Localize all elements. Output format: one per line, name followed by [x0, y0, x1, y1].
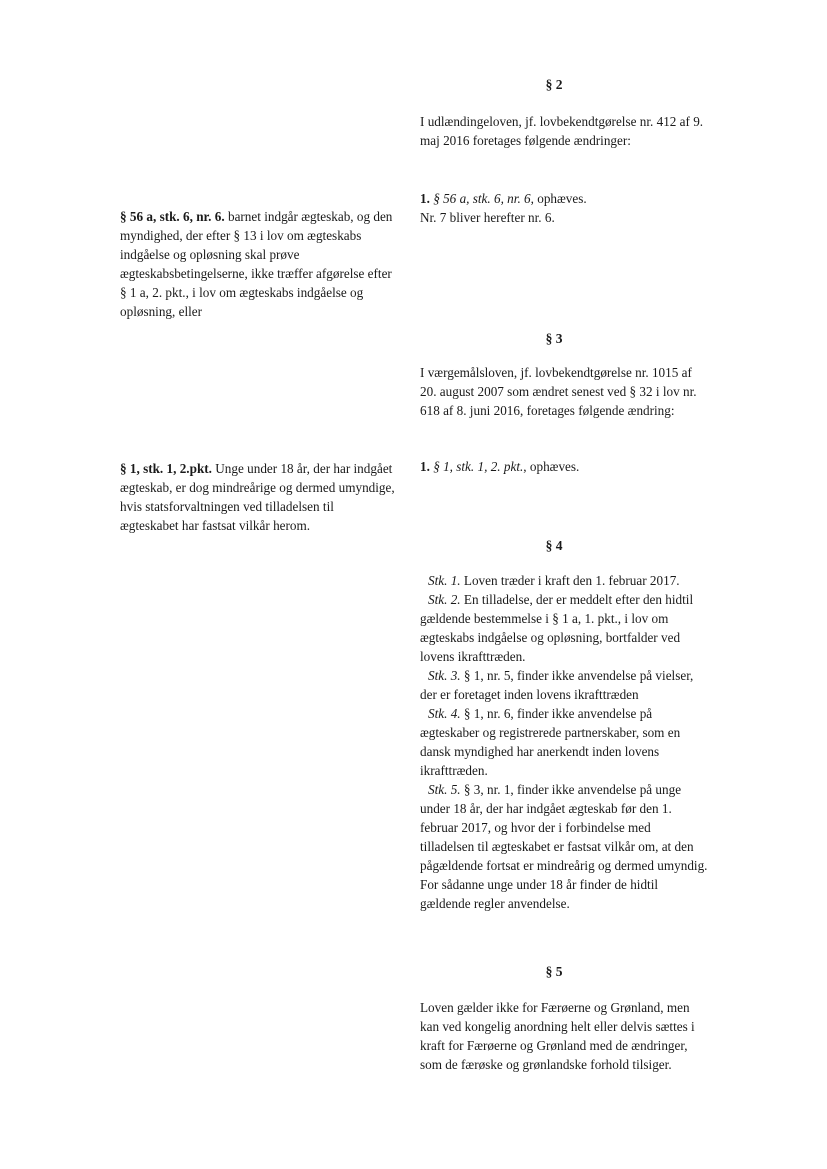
- section-4-stk-3: [420, 666, 708, 704]
- left-note-56a: [120, 207, 395, 321]
- section-4-stk-1: [420, 571, 708, 590]
- stk-text: Loven træder i kraft den 1. februar 2017.: [460, 573, 680, 588]
- section-3-intro: [420, 363, 705, 420]
- section-2-item-1: [420, 189, 710, 227]
- item-number: 1.: [420, 459, 430, 474]
- item-reference: § 1, stk. 1, 2. pkt.: [433, 459, 524, 474]
- stk-label: Stk. 3.: [428, 668, 461, 683]
- stk-label: Stk. 4.: [428, 706, 461, 721]
- left-note-1-stk1-body: Unge under 18 år, der har indgået ægteskab, er dog mindreårige og dermed umyndige, hvis statsforvaltningen ved tilladelsen til ægteskabet har fastsat vilkår herom.: [120, 461, 395, 533]
- section-5-text: Loven gælder ikke for Færøerne og Grønland, men kan ved kongelig anordning helt eller delvis sættes i kraft for Færøerne og Grønland med de ændringer, som de færøske og grønlandske forhold tilsiger.: [420, 1000, 695, 1072]
- section-2-heading: § 2: [545, 77, 563, 92]
- left-note-56a-ref: § 56 a, stk. 6, nr. 6.: [120, 209, 225, 224]
- stk-label: Stk. 1.: [428, 573, 461, 588]
- section-5-body: [420, 998, 705, 1074]
- left-note-1-stk1: [120, 459, 395, 535]
- section-3-intro-text: I værgemålsloven, jf. lovbekendtgørelse nr. 1015 af 20. august 2007 som ændret senest ved § 32 i lov nr. 618 af 8. juni 2016, foretages følgende ændring:: [420, 365, 697, 418]
- section-4-stk-5: [420, 780, 708, 913]
- stk-text: En tilladelse, der er meddelt efter den hidtil gældende bestemmelse i § 1 a, 1. pkt., i lov om ægteskabs indgåelse og opløsning, bortfalder ved lovens ikrafttræden.: [420, 592, 694, 664]
- left-note-56a-text: [120, 207, 395, 321]
- section-4-body: [420, 571, 708, 913]
- left-note-1-stk1-text: [120, 459, 395, 535]
- item-action: , ophæves.: [530, 191, 587, 206]
- section-4-heading: § 4: [545, 538, 563, 553]
- section-4-stk-2: [420, 590, 708, 666]
- section-2-intro: [420, 112, 710, 150]
- section-2-item-1-line: [420, 189, 710, 208]
- section-3-heading: § 3: [545, 331, 563, 346]
- stk-label: Stk. 5.: [428, 782, 461, 797]
- left-note-1-stk1-ref: § 1, stk. 1, 2.pkt.: [120, 461, 212, 476]
- item-number: 1.: [420, 191, 430, 206]
- section-3-item-1-line: [420, 457, 710, 476]
- section-4-stk-4: [420, 704, 708, 780]
- stk-text: § 1, nr. 5, finder ikke anvendelse på vielser, der er foretaget inden lovens ikrafttræden: [420, 668, 694, 702]
- left-note-56a-body: barnet indgår ægteskab, og den myndighed, der efter § 13 i lov om ægteskabs indgåelse og opløsning skal prøve ægteskabsbetingelserne, ikke træffer afgørelse efter § 1 a, 2. pkt., i lov om ægteskabs indgåelse og opløsning, eller: [120, 209, 393, 319]
- section-5-heading: § 5: [545, 964, 563, 979]
- section-3-item-1: [420, 457, 710, 476]
- section-2-item-1-line2: Nr. 7 bliver herefter nr. 6.: [420, 210, 555, 225]
- stk-text: § 1, nr. 6, finder ikke anvendelse på ægteskaber og registrerede partnerskaber, som en dansk myndighed har anerkendt inden lovens ikrafttræden.: [420, 706, 681, 778]
- item-action: , ophæves.: [523, 459, 580, 474]
- stk-text: § 3, nr. 1, finder ikke anvendelse på unge under 18 år, der har indgået ægteskab før den 1. februar 2017, og hvor der i forbindelse med tilladelsen til ægteskabet er fastsat vilkår om, at den pågældende fortsat er mindreårig og dermed umyndig. For sådanne unge under 18 år finder de hidtil gældende regler anvendelse.: [420, 782, 708, 911]
- stk-label: Stk. 2.: [428, 592, 461, 607]
- section-2-intro-text: I udlændingeloven, jf. lovbekendtgørelse nr. 412 af 9. maj 2016 foretages følgende ændringer:: [420, 114, 704, 148]
- item-reference: § 56 a, stk. 6, nr. 6: [433, 191, 531, 206]
